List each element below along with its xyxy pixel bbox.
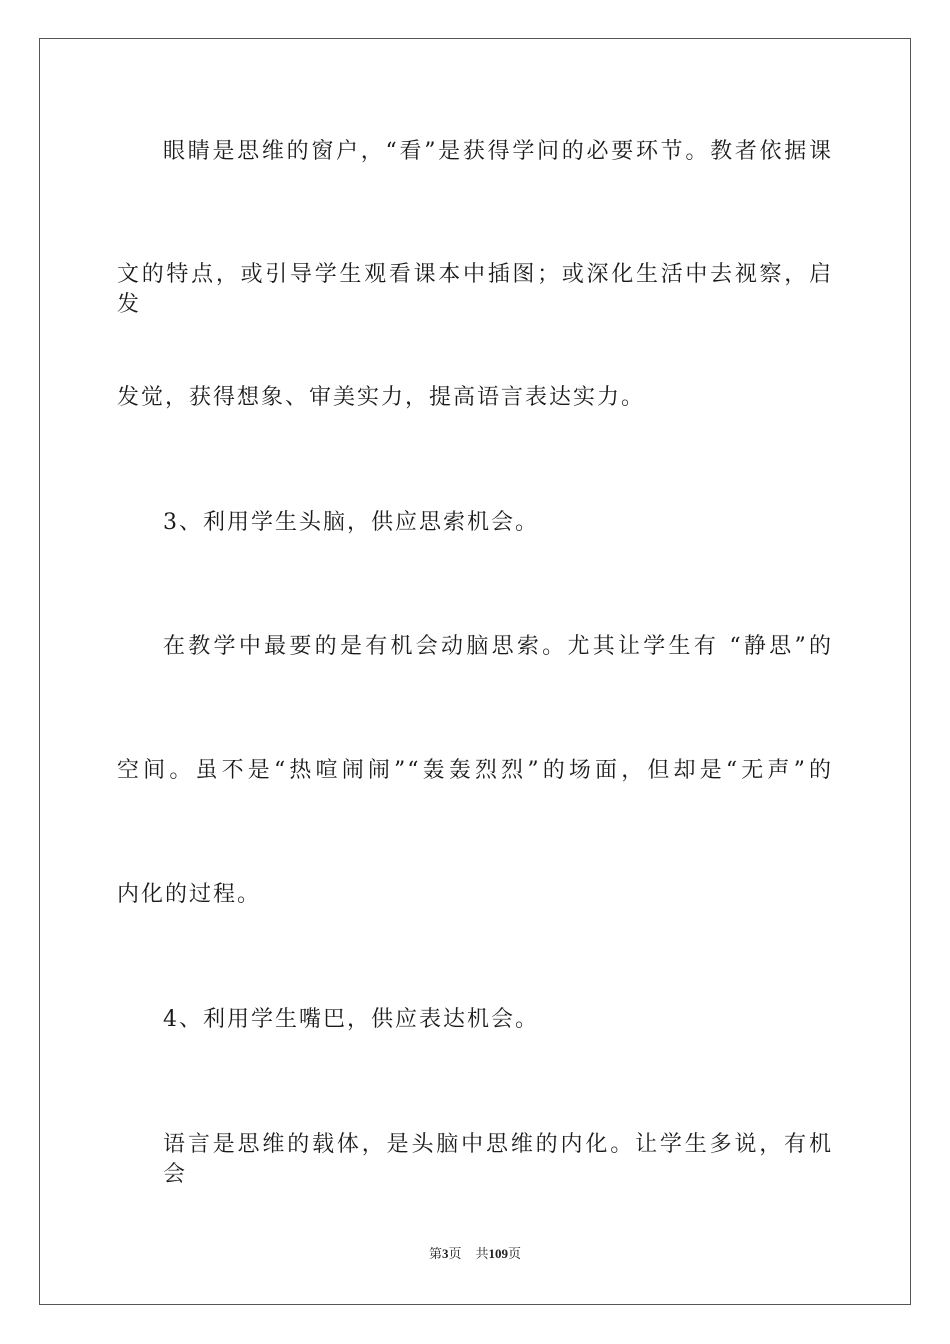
footer-page-prefix: 第 <box>428 1246 442 1261</box>
section-heading-4: 4、利用学生嘴巴，供应表达机会。 <box>163 1007 539 1032</box>
paragraph-line-2: 文的特点，或引导学生观看课本中插图；或深化生活中去视察，启发 <box>117 262 833 317</box>
paragraph-line-6: 内化的过程。 <box>117 882 262 907</box>
paragraph-line-1: 眼睛是思维的窗户，“看”是获得学问的必要环节。教者依据课 <box>163 139 833 164</box>
footer-total-suffix: 页 <box>508 1246 522 1261</box>
paragraph-line-5: 空间。虽不是“热喧闹闹”“轰轰烈烈”的场面，但却是“无声”的 <box>117 758 833 783</box>
page-border <box>39 38 911 1305</box>
section-heading-3: 3、利用学生头脑，供应思索机会。 <box>163 510 539 535</box>
paragraph-line-7: 语言是思维的载体，是头脑中思维的内化。让学生多说，有机会 <box>163 1132 833 1187</box>
footer-total-prefix: 共 <box>475 1246 489 1261</box>
footer-total-pages: 109 <box>488 1246 509 1261</box>
footer-page-suffix: 页 <box>448 1246 462 1261</box>
paragraph-line-4: 在教学中最要的是有机会动脑思索。尤其让学生有 “静思”的 <box>163 634 833 659</box>
paragraph-line-3: 发觉，获得想象、审美实力，提高语言表达实力。 <box>117 385 646 410</box>
page-footer <box>0 1245 950 1263</box>
footer-page-number: 3 <box>441 1246 449 1261</box>
